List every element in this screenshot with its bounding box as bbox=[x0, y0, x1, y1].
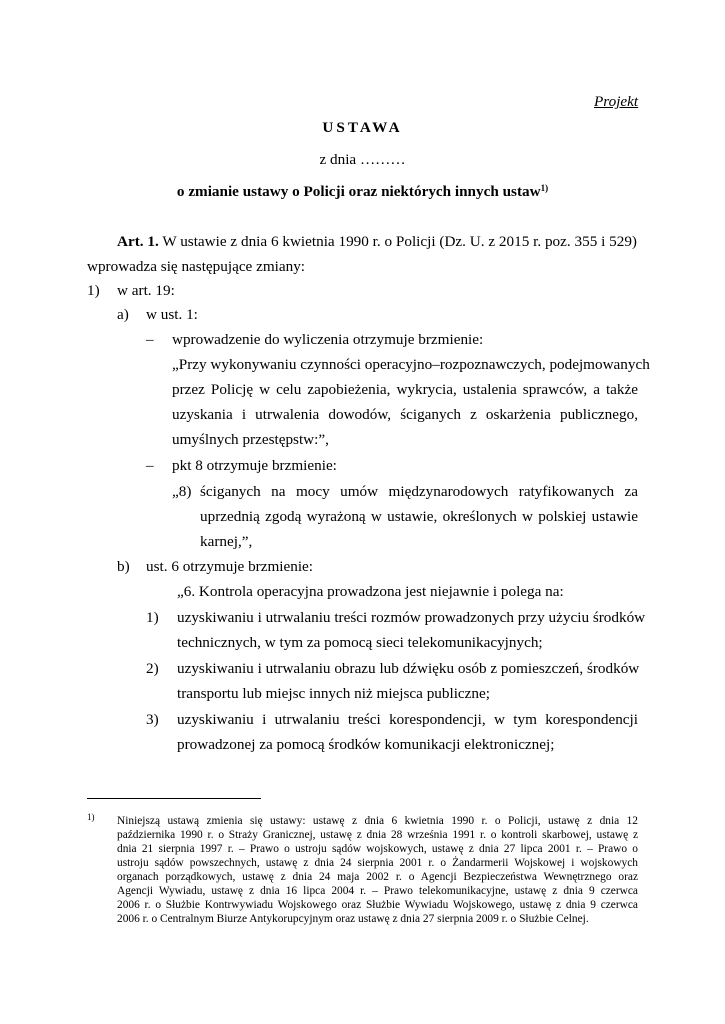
ust6-item-number: 1) bbox=[146, 609, 159, 626]
document-subject bbox=[0, 182, 725, 202]
ust6-item-line: technicznych, w tym za pomocą sieci telekomunikacyjnych; bbox=[177, 634, 543, 651]
ust6-item-line: uzyskiwaniu i utrwalaniu treści korespondencji, w tym korespondencji bbox=[177, 711, 638, 728]
footnote-line: dnia 21 sierpnia 1997 r. – Prawo o ustroju sądów wojskowych, ustawę z dnia 27 lipca 2001 r. – Prawo o bbox=[117, 843, 638, 855]
footnote-line: ustroju sądów powszechnych, ustawę z dnia 24 sierpnia 2001 r. o Żandarmerii Wojskowej i wojskowych bbox=[117, 857, 638, 869]
document-date: z dnia ……… bbox=[319, 151, 406, 168]
footnote-line: października 1990 r. o Straży Granicznej, ustawę z dnia 28 września 1991 r. o kontroli skarbowej, ustawę z bbox=[117, 829, 638, 841]
footnote-line: Niniejszą ustawą zmienia się ustawy: ustawę z dnia 6 kwietnia 1990 r. o Policji, ustawę z dnia 12 bbox=[117, 815, 638, 827]
subject-footnote-ref: 1) bbox=[540, 183, 549, 193]
ust6-item-number: 2) bbox=[146, 660, 159, 677]
ust6-intro: „6. Kontrola operacyjna prowadzona jest niejawnie i polega na: bbox=[177, 583, 564, 600]
footnote-line: Agencji Wywiadu, ustawę z dnia 16 lipca 2004 r. – Prawo telekomunikacyjne, ustawę z dnia 9 czerwca bbox=[117, 885, 638, 897]
quote-1-line: uzyskania i utrwalenia dowodów, ściganych z oskarżenia publicznego, bbox=[172, 406, 638, 423]
document-title: USTAWA bbox=[322, 119, 403, 136]
quote-1-line: „Przy wykonywaniu czynności operacyjno–rozpoznawczych, podejmowanych bbox=[172, 356, 650, 373]
dash-1-text: wprowadzenie do wyliczenia otrzymuje brzmienie: bbox=[172, 331, 484, 348]
ust6-item-line: prowadzonej za pomocą środków komunikacji elektronicznej; bbox=[177, 736, 555, 753]
pkt8-line: uprzednią zgodą wyrażoną w ustawie, określonych w polskiej ustawie bbox=[200, 508, 638, 525]
pkt8-line: ściganych na mocy umów międzynarodowych ratyfikowanych za bbox=[200, 483, 638, 500]
pkt8-number: „8) bbox=[172, 483, 192, 500]
article-intro-text: W ustawie z dnia 6 kwietnia 1990 r. o Policji (Dz. U. z 2015 r. poz. 355 i 529) bbox=[162, 233, 637, 250]
ust6-item-line: uzyskiwaniu i utrwalaniu obrazu lub dźwięku osób z pomieszczeń, środków bbox=[177, 660, 640, 677]
subject-text: o zmianie ustawy o Policji oraz niektórych innych ustaw bbox=[176, 183, 541, 200]
ust6-item-number: 3) bbox=[146, 711, 159, 728]
letter-b-number: b) bbox=[117, 558, 130, 575]
footnote-line: 2006 r. o Służbie Kontrwywiadu Wojskowego oraz Służbie Wywiadu Wojskowego, ustawę z dnia 9 czerwca bbox=[117, 899, 638, 911]
footnote-line: organach porządkowych, ustawę z dnia 24 maja 2002 r. o Agencji Bezpieczeństwa Wewnętrznego oraz bbox=[117, 871, 638, 883]
quote-1-line: umyślnych przestępstw:”, bbox=[172, 431, 329, 448]
letter-b-text: ust. 6 otrzymuje brzmienie: bbox=[146, 558, 314, 575]
article-intro-line2: wprowadza się następujące zmiany: bbox=[87, 258, 306, 275]
quote-1-line: przez Policję w celu zapobieżenia, wykrycia, ustalenia sprawców, a także bbox=[172, 381, 638, 398]
letter-a-number: a) bbox=[117, 306, 129, 323]
footnote-separator bbox=[87, 798, 261, 799]
point-1-text: w art. 19: bbox=[117, 282, 175, 299]
letter-a-text: w ust. 1: bbox=[146, 306, 198, 323]
dash-1: – bbox=[146, 331, 154, 348]
dash-2-text: pkt 8 otrzymuje brzmienie: bbox=[172, 457, 337, 474]
footnote-marker: 1) bbox=[87, 812, 95, 822]
projekt-label: Projekt bbox=[594, 93, 639, 110]
pkt8-line: karnej,”, bbox=[200, 533, 253, 550]
point-1-number: 1) bbox=[87, 282, 100, 299]
ust6-item-line: uzyskiwaniu i utrwalaniu treści rozmów prowadzonych przy użyciu środków bbox=[177, 609, 646, 626]
article-intro-line1 bbox=[117, 232, 637, 252]
dash-2: – bbox=[146, 457, 154, 474]
footnote-line: 2006 r. o Centralnym Biurze Antykorupcyjnym oraz ustawę z dnia 27 sierpnia 2009 r. o Służbie Celnej. bbox=[117, 913, 589, 925]
ust6-item-line: transportu lub miejsc innych niż miejsca publiczne; bbox=[177, 685, 490, 702]
article-label: Art. 1. bbox=[117, 233, 159, 250]
